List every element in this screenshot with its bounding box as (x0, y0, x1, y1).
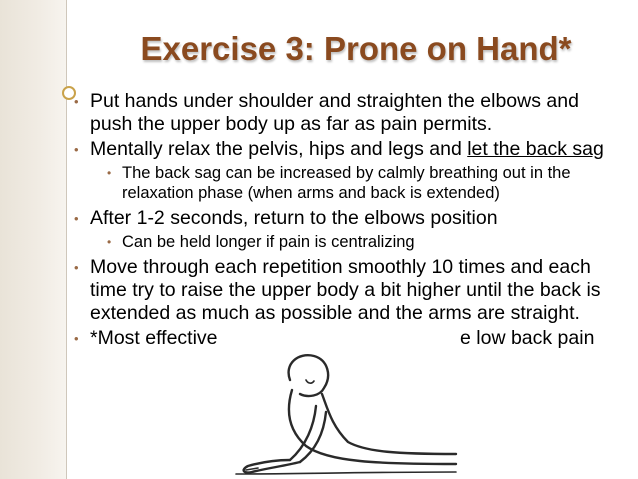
bullet-marker: • (74, 211, 79, 226)
underlined-phrase: let the back sag (467, 138, 604, 160)
slide-title: Exercise 3: Prone on Hand* (140, 30, 572, 67)
bullet-marker: • (74, 260, 79, 275)
bullet-text: After 1-2 seconds, return to the elbows position (90, 207, 498, 229)
bullet-item (74, 327, 624, 350)
prone-press-up-illustration (228, 350, 460, 478)
bullet-item (74, 138, 624, 161)
sub-bullet-text: The back sag can be increased by calmly breathing out in the relaxation phase (when arms and back is extended) (122, 164, 571, 202)
bullet-text: Mentally relax the pelvis, hips and legs and (90, 138, 468, 160)
bullet-marker: • (74, 331, 79, 346)
bullet-marker: • (74, 142, 79, 157)
bullet-text-end: e low back pain (460, 327, 595, 349)
sub-bullet-item (74, 232, 624, 252)
side-divider-line (66, 0, 67, 479)
sub-bullet-text: Can be held longer if pain is centralizing (122, 233, 415, 251)
bullet-list (74, 90, 624, 352)
bullet-text: Move through each repetition smoothly 10 times and each time try to raise the upper body a bit higher until the back is extended as much as possible and the arms are straight. (90, 256, 601, 324)
decorative-side-band (0, 0, 66, 479)
bullet-item (74, 207, 624, 230)
bullet-text: Put hands under shoulder and straighten the elbows and push the upper body up as far as pain permits. (90, 90, 579, 135)
sub-bullet-item (74, 163, 624, 203)
bullet-marker: • (74, 94, 79, 109)
bullet-marker: • (107, 166, 112, 180)
bullet-item (74, 256, 624, 325)
bullet-marker: • (107, 235, 112, 249)
bullet-text-start: *Most effective (90, 327, 218, 349)
bullet-item (74, 90, 624, 136)
